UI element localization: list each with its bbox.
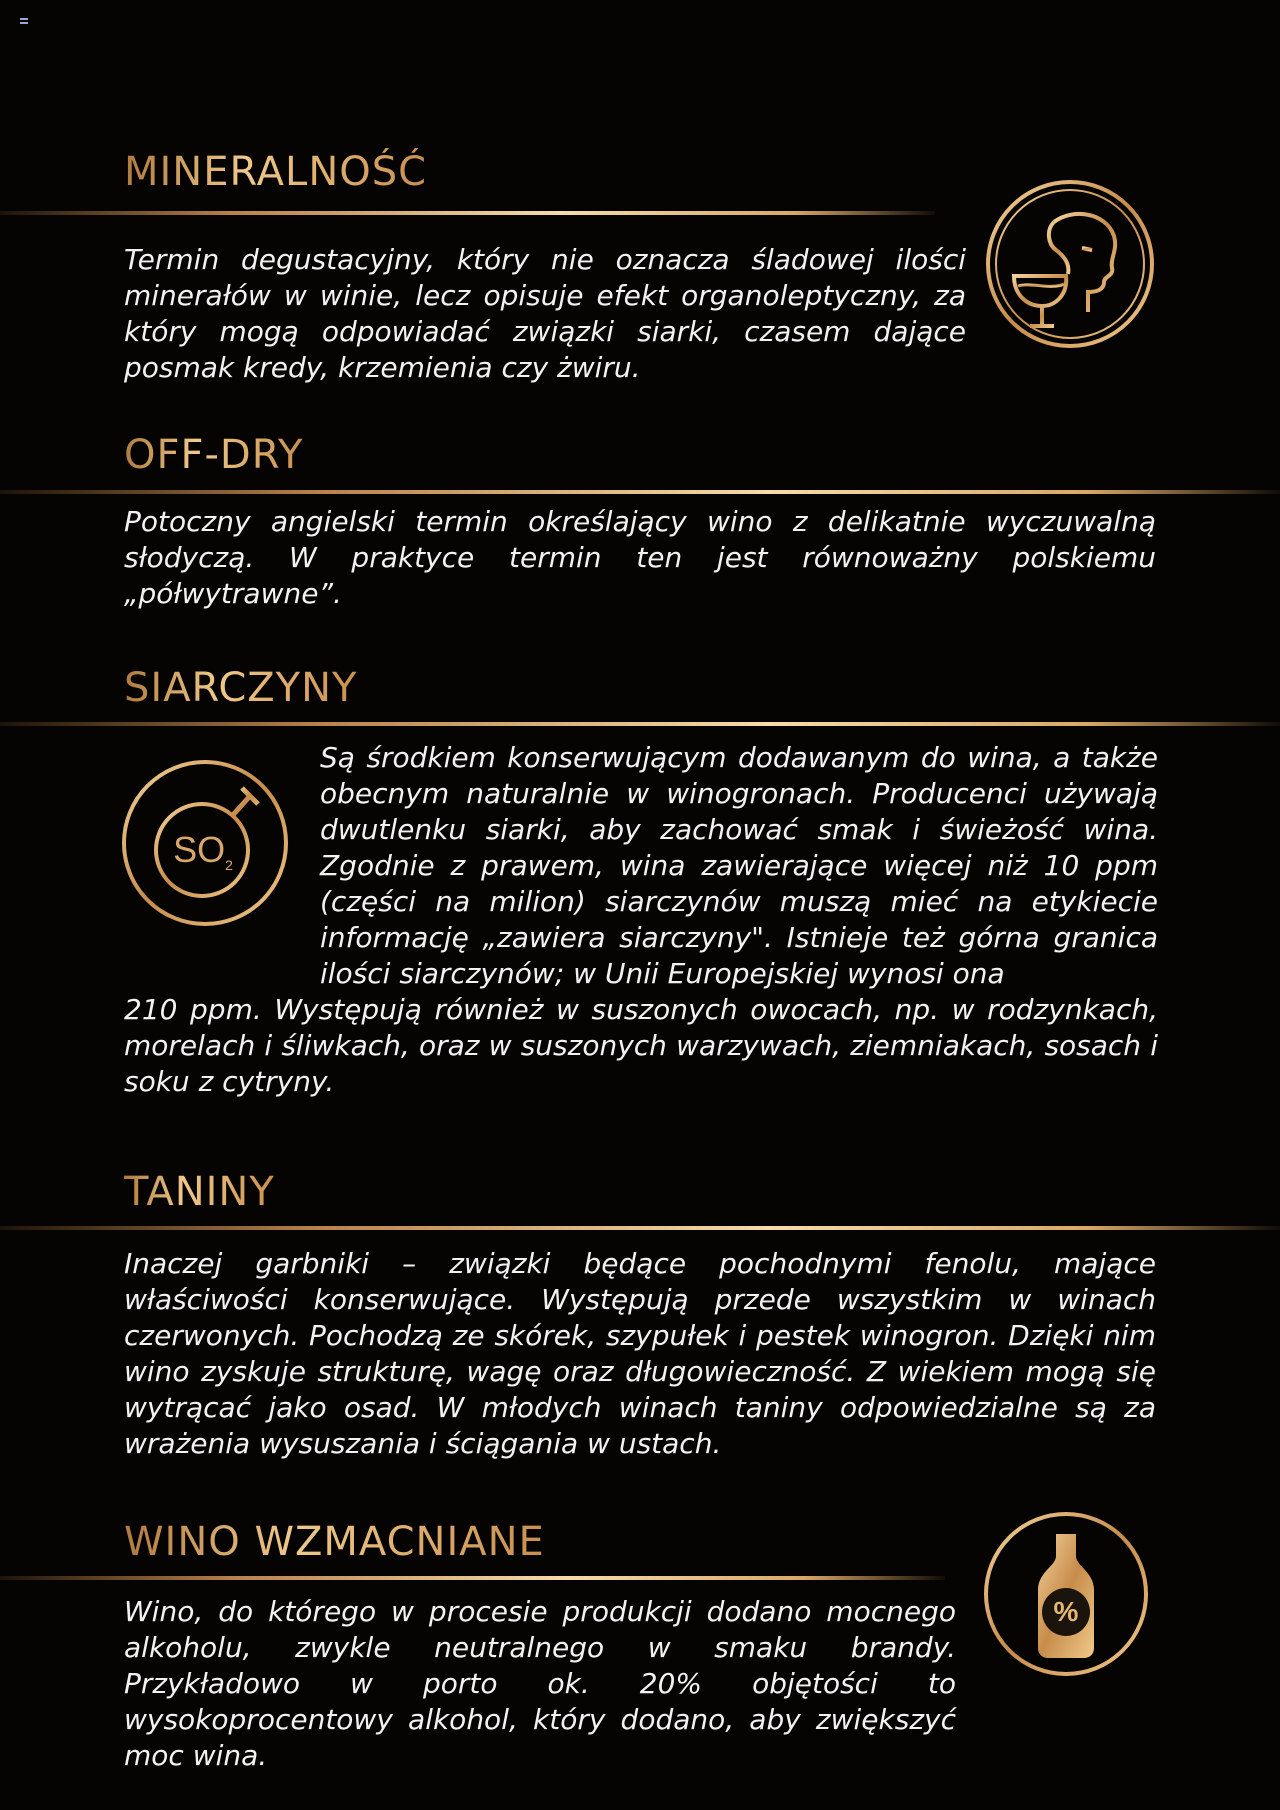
paragraph-taniny: Inaczej garbniki – związki będące pochodnymi fenolu, mające właściwości konserwujące. Występują przede wszystkim w winach czerwonych. Pochodzą ze skórek, szypułek i pestek winogron. Dzięki nim wino zyskuje strukturę, wagę oraz długowieczność. Z wiekiem mogą się wytrącać jako osad. W młodych winach taniny odpowiedzialne są za wrażenia wysuszania i ściągania w ustach. [124,1247,1156,1460]
so2-label-sub: 2 [225,857,233,873]
so2-label-main: SO [173,829,226,870]
paragraph-siarczyny-continued: 210 ppm. Występują również w suszonych owocach, np. w rodzynkach, morelach i śliwkach, oraz w suszonych warzywach, ziemniakach, sosach i soku z cytryny. [124,993,1158,1098]
so2-flask-icon [120,758,290,928]
so2-label [158,830,248,885]
heading-wino-wzmacniane: WINO WZMACNIANE [124,1519,545,1565]
bottle-percent-icon [982,1510,1150,1678]
heading-mineralnosc: MINERALNOŚĆ [124,149,428,195]
gold-divider [0,490,1280,494]
paragraph-siarczyny: Są środkiem konserwującym dodawanym do wina, a także obecnym naturalnie w winogronach. Producenci używają dwutlenku siarki, aby zachować smak i świeżość wina. Zgodnie z prawem, wina zawierające więcej niż 10 ppm (części na milion) siarczynów muszą mieć na etykiecie informację „zawiera siarczyny". Istnieje też górna granica ilości siarczynów; w Unii Europejskiej wynosi ona [320,741,1158,990]
heading-siarczyny: SIARCZYNY [124,665,358,711]
gold-divider [0,1226,1280,1230]
paragraph-wino-wzmacniane: Wino, do którego w procesie produkcji dodano mocnego alkoholu, zwykle neutralnego w smaku brandy. Przykładowo w porto ok. 20% objętości to wysokoprocentowy alkohol, który dodano, aby zwiększyć moc wina. [124,1595,956,1772]
wine-tasting-face-icon [984,178,1156,350]
gold-divider [0,1576,945,1580]
percent-symbol: % [1053,1596,1079,1627]
menu-icon[interactable] [20,18,28,24]
paragraph-mineralnosc: Termin degustacyjny, który nie oznacza śladowej ilości minerałów w winie, lecz opisuje efekt organoleptyczny, za który mogą odpowiadać związki siarki, czasem dające posmak kredy, krzemienia czy żwiru. [124,243,966,384]
gold-divider [0,722,1280,726]
heading-taniny: TANINY [124,1169,275,1215]
heading-off-dry: OFF-DRY [124,432,304,478]
gold-divider [0,211,935,215]
paragraph-off-dry: Potoczny angielski termin określający wino z delikatnie wyczuwalną słodyczą. W praktyce termin ten jest równoważny polskiemu „półwytrawne”. [124,505,1156,610]
